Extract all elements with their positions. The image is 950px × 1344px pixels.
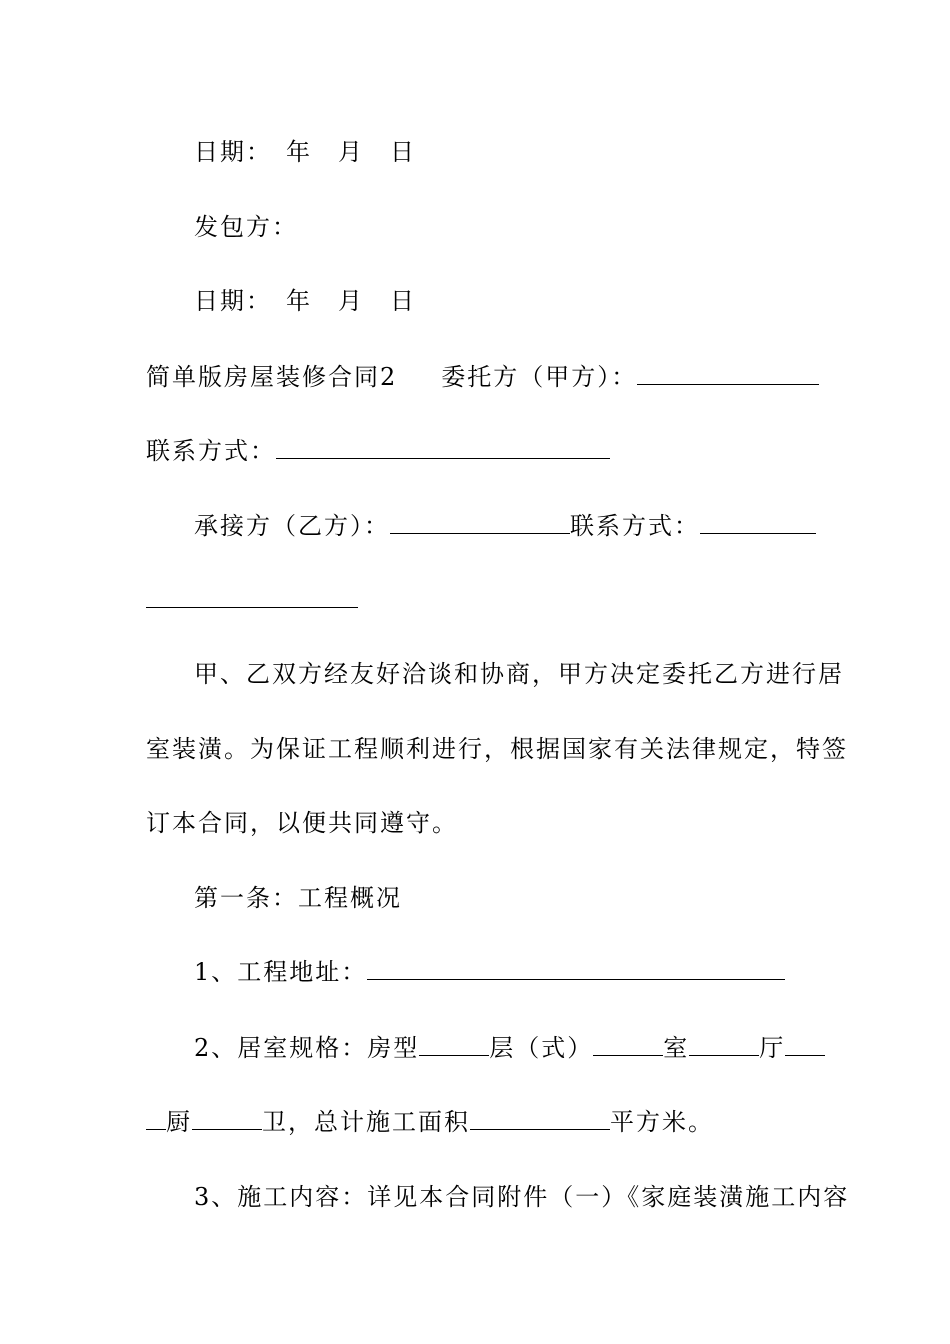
contact-b-continued-line [146, 585, 811, 615]
contact-label: 联系方式： [146, 437, 276, 465]
hall-blank-continued[interactable] [146, 1107, 166, 1130]
article-1-heading [194, 883, 859, 913]
area-blank[interactable] [470, 1107, 610, 1130]
issuer-label: 发包方： [194, 213, 298, 241]
paragraph-text: 订本合同，以便共同遵守。 [146, 809, 458, 837]
contact-a-line [146, 436, 811, 466]
kitchen-blank[interactable] [192, 1107, 262, 1130]
paragraph-line-3 [146, 808, 811, 838]
contact-a-blank[interactable] [276, 436, 610, 459]
item-text: 室 [663, 1034, 690, 1062]
client-label: 委托方（甲方）： [441, 363, 638, 391]
item-2-continued-line [146, 1107, 811, 1137]
contractor-label: 承接方（乙方）： [194, 512, 390, 540]
item-text: 平方米。 [610, 1108, 714, 1136]
item-3-line [194, 1182, 859, 1212]
contractor-line [194, 511, 859, 541]
date-label: 日期： 年 月 日 [194, 287, 416, 315]
floor-blank[interactable] [593, 1033, 663, 1056]
client-blank[interactable] [637, 362, 819, 385]
item-text: 厅 [759, 1034, 786, 1062]
item-text: 卫，总计施工面积 [262, 1108, 470, 1136]
issuer-line [194, 212, 859, 242]
item-text: 厨 [166, 1108, 192, 1136]
date-label: 日期： 年 月 日 [194, 138, 416, 166]
date-line-2 [194, 286, 859, 316]
hall-blank[interactable] [785, 1033, 825, 1056]
paragraph-text: 室装潢。为保证工程顺利进行，根据国家有关法律规定，特签 [146, 735, 848, 763]
item-label: 1、工程地址： [194, 958, 368, 986]
contract-title: 简单版房屋装修合同2 [146, 363, 398, 391]
date-line-1 [194, 137, 859, 167]
address-blank[interactable] [367, 957, 785, 980]
room-blank[interactable] [689, 1033, 759, 1056]
contact-b-blank-continued[interactable] [146, 585, 358, 608]
item-text: 层（式） [489, 1034, 594, 1062]
item-1-line [194, 957, 859, 987]
type-blank[interactable] [419, 1033, 489, 1056]
item-label: 2、居室规格：房型 [194, 1034, 420, 1062]
item-2-line [194, 1033, 859, 1063]
contact-b-blank[interactable] [700, 511, 816, 534]
title-client-line [146, 362, 811, 392]
contact-label: 联系方式： [570, 512, 700, 540]
item-text: 3、施工内容：详见本合同附件（一）《家庭装潢施工内容 [194, 1183, 850, 1211]
paragraph-line-1 [194, 659, 859, 689]
paragraph-text: 甲、乙双方经友好洽谈和协商，甲方决定委托乙方进行居 [194, 660, 844, 688]
contractor-blank[interactable] [390, 511, 570, 534]
paragraph-line-2 [146, 734, 848, 764]
article-heading: 第一条：工程概况 [194, 884, 402, 912]
